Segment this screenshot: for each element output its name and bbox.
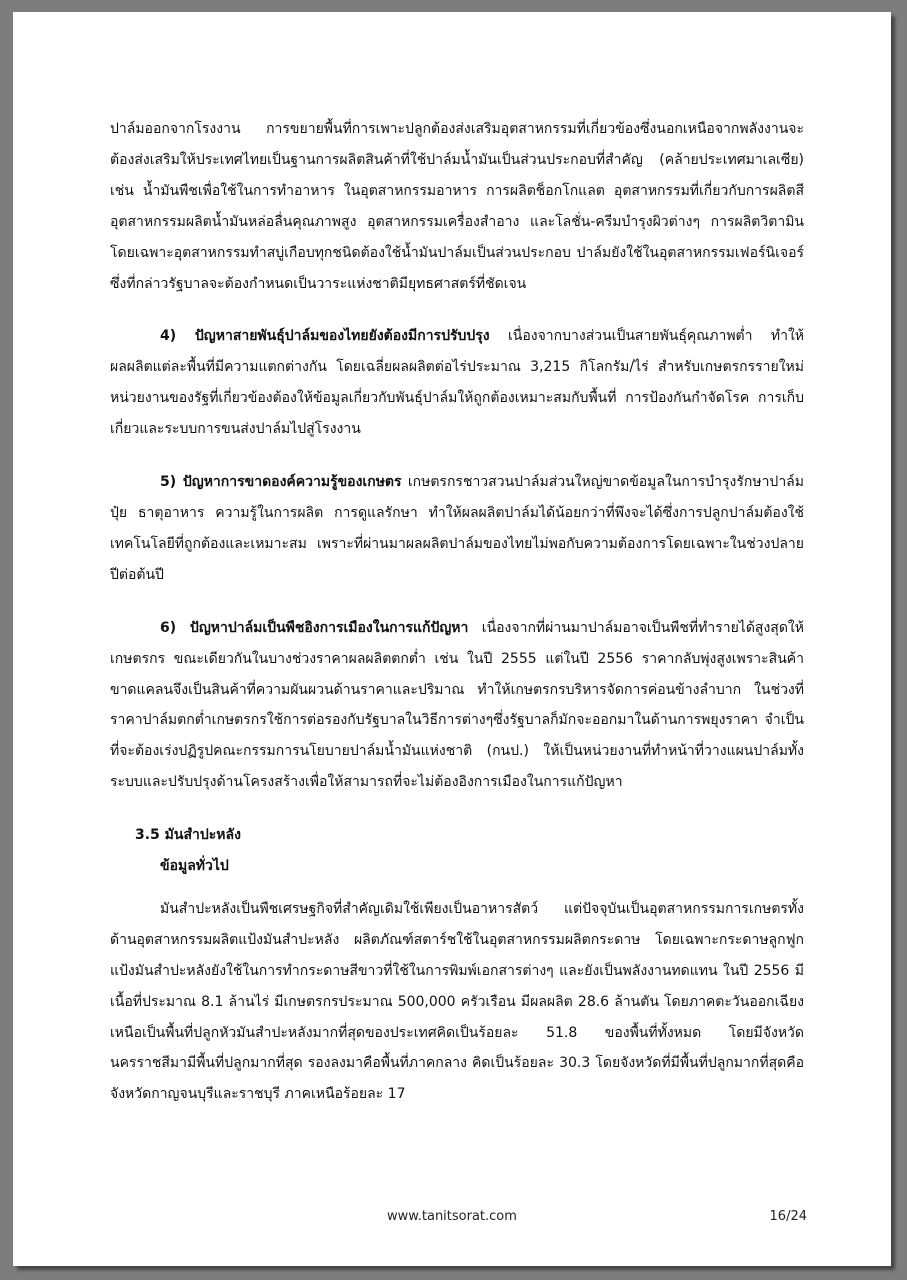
paragraph-gap xyxy=(110,445,804,467)
document-body xyxy=(110,114,804,1110)
problem-5-body: เกษตรกรชาวสวนปาล์มส่วนใหญ่ขาดข้อมูลในการบำรุงรักษาปาล์ม ปุ๋ย ธาตุอาหาร ความรู้ในการผลิต การดูแลรักษา ทำให้ผลผลิตปาล์มได้น้อยกว่าที่พึงจะได้ซึ่งการปลูกปาล์มต้องใช้เทคโนโลยีที่ถูกต้องและเหมาะสม เพราะที่ผ่านมาผลผลิตปาล์มของไทยไม่พอกับความต้องการโดยเฉพาะในช่วงปลายปีต่อต้นปี xyxy=(110,474,804,583)
paragraph-problem-6 xyxy=(110,613,804,798)
footer-page-number: 16/24 xyxy=(769,1209,807,1224)
paragraph-palm-industry: ปาล์มออกจากโรงงาน การขยายพื้นที่การเพาะปลูกต้องส่งเสริมอุตสาหกรรมที่เกี่ยวข้องซึ่งนอกเหนือจากพลังงานจะต้องส่งเสริมให้ประเทศไทยเป็นฐานการผลิตสินค้าที่ใช้ปาล์มน้ำมันเป็นส่วนประกอบที่สำคัญ (คล้ายประเทศมาเลเซีย) เช่น น้ำมันพืชเพื่อใช้ในการทำอาหาร ในอุตสาหกรรมอาหาร การผลิตช็อกโกแลต อุตสาหกรรมที่เกี่ยวกับการผลิตสี อุตสาหกรรมผลิตน้ำมันหล่อลื่นคุณภาพสูง อุตสาหกรรมเครื่องสำอาง และโลชั่น-ครีมบำรุงผิวต่างๆ การผลิตวิตามิน โดยเฉพาะอุตสาหกรรมทำสบู่เกือบทุกชนิดต้องใช้น้ำมันปาล์มเป็นส่วนประกอบ ปาล์มยังใช้ในอุตสาหกรรมเฟอร์นิเจอร์ ซึ่งที่กล่าวรัฐบาลจะต้องกำหนดเป็นวาระแห่งชาติมียุทธศาสตร์ที่ชัดเจน xyxy=(110,121,804,292)
paragraph-gap xyxy=(110,798,804,820)
footer-url: www.tanitsorat.com xyxy=(387,1209,517,1224)
paragraph-gap xyxy=(110,591,804,613)
paragraph-gap xyxy=(110,299,804,321)
document-page xyxy=(13,12,891,1266)
problem-6-body: เนื่องจากที่ผ่านมาปาล์มอาจเป็นพืชที่ทำรายได้สูงสุดให้เกษตรกร ขณะเดียวกันในบางช่วงราคาผลผลิตตกต่ำ เช่น ในปี 2555 แต่ในปี 2556 ราคากลับพุ่งสูงเพราะสินค้าขาดแคลนจึงเป็นสินค้าที่ความผันผวนด้านราคาและปริมาณ ทำให้เกษตรกรบริหารจัดการค่อนข้างลำบาก ในช่วงที่ราคาปาล์มตกต่ำเกษตรกรใช้การต่อรองกับรัฐบาลในวิธีการต่างๆซึ่งรัฐบาลก็มักจะออกมาในด้านการพยุงราคา จำเป็นที่จะต้องเร่งปฏิรูปคณะกรรมการนโยบายปาล์มน้ำมันแห่งชาติ (กนป.) ให้เป็นหน่วยงานที่ทำหน้าที่วางแผนปาล์มทั้งระบบและปรับปรุงด้านโครงสร้างเพื่อให้สามารถที่จะไม่ต้องอิงการเมืองในการแก้ปัญหา xyxy=(110,619,804,791)
sub-heading-general-info: ข้อมูลทั่วไป xyxy=(160,858,229,875)
paragraph-cassava: มันสำปะหลังเป็นพืชเศรษฐกิจที่สำคัญเดิมใช้เพียงเป็นอาหารสัตว์ แต่ปัจจุบันเป็นอุตสาหกรรมการเกษตรทั้งด้านอุตสาหกรรมผลิตแป้งมันสำปะหลัง ผลิตภัณฑ์สตาร์ชใช้ในอุตสาหกรรมผลิตกระดาษ โดยเฉพาะกระดาษลูกฟูก แป้งมันสำปะหลังยังใช้ในการทำกระดาษสีขาวที่ใช้ในการพิมพ์เอกสารต่างๆ และยังเป็นพลังงานทดแทน ในปี 2556 มีเนื้อที่ประมาณ 8.1 ล้านไร่ มีเกษตรกรประมาณ 500,000 ครัวเรือน มีผลผลิต 28.6 ล้านตัน โดยภาคตะวันออกเฉียงเหนือเป็นพื้นที่ปลูกหัวมันสำปะหลังมากที่สุดของประเทศคิดเป็นร้อยละ 51.8 ของพื้นที่ทั้งหมด โดยมีจังหวัดนครราชสีมามีพื้นที่ปลูกมากที่สุด รองลงมาคือพื้นที่ภาคกลาง คิดเป็นร้อยละ 30.3 โดยจังหวัดที่มีพื้นที่ปลูกมากที่สุดคือจังหวัดกาญจนบุรีและราชบุรี ภาคเหนือร้อยละ 17 xyxy=(110,900,804,1103)
problem-5-heading: 5) ปัญหาการขาดองค์ความรู้ของเกษตร xyxy=(160,474,402,491)
paragraph-problem-4 xyxy=(110,321,804,445)
problem-4-body: เนื่องจากบางส่วนเป็นสายพันธุ์คุณภาพต่ำ ทำให้ผลผลิตแต่ละพื้นที่มีความแตกต่างกัน โดยเฉลี่ยผลผลิตต่อไร่ประมาณ 3,215 กิโลกรัม/ไร่ สำหรับเกษตรกรรายใหม่หน่วยงานของรัฐที่เกี่ยวข้องต้องให้ข้อมูลเกี่ยวกับพันธุ์ปาล์มให้ถูกต้องเหมาะสมกับพื้นที่ การป้องกันกำจัดโรค การเก็บเกี่ยวและระบบการขนส่งปาล์มไปสู่โรงงาน xyxy=(110,328,805,438)
paragraph-problem-5 xyxy=(110,467,804,591)
problem-4-heading: 4) ปัญหาสายพันธุ์ปาล์มของไทยยังต้องมีการปรับปรุง xyxy=(160,328,490,345)
problem-6-heading: 6) ปัญหาปาล์มเป็นพืชอิงการเมืองในการแก้ปัญหา xyxy=(160,619,469,636)
paragraph-gap xyxy=(110,882,804,894)
section-heading-cassava: 3.5 มันสำปะหลัง xyxy=(135,827,241,844)
